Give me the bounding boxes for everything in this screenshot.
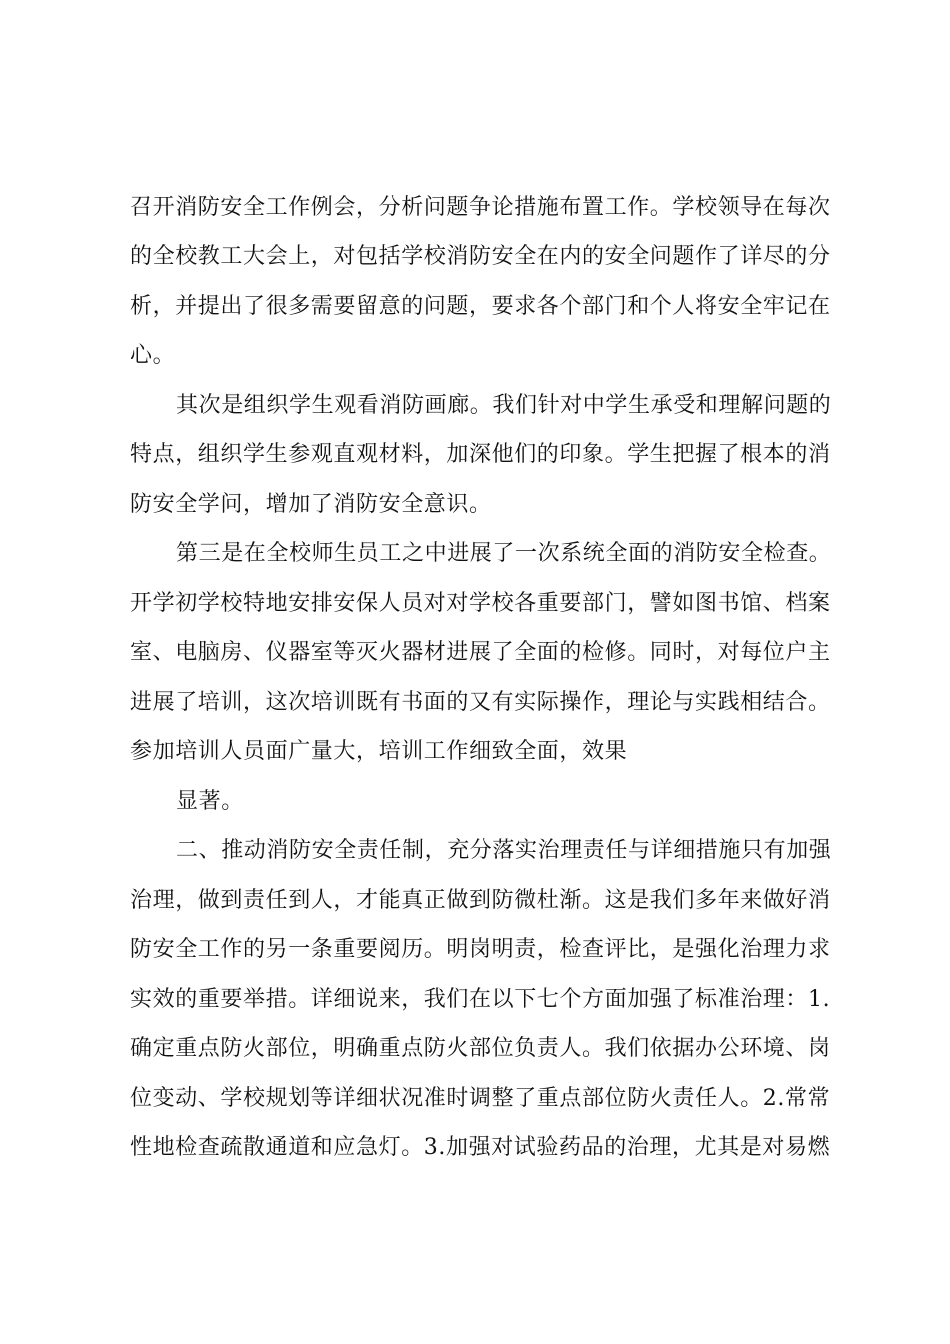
text-line: 室、电脑房、仪器室等灭火器材进展了全面的检修。同时，对每位户主	[130, 640, 831, 665]
text-line: 确定重点防火部位，明确重点防火部位负责人。我们依据办公环境、岗	[130, 1036, 831, 1061]
text-line: 进展了培训，这次培训既有书面的又有实际操作，理论与实践相结合。	[130, 690, 831, 715]
text-line: 性地检查疏散通道和应急灯。3.加强对试验药品的治理，尤其是对易燃	[130, 1135, 831, 1160]
text-line: 实效的重要举措。详细说来，我们在以下七个方面加强了标准治理：1.	[130, 987, 831, 1012]
text-line: 位变动、学校规划等详细状况准时调整了重点部位防火责任人。2.常常	[130, 1086, 831, 1111]
text-line: 开学初学校特地安排安保人员对对学校各重要部门，譬如图书馆、档案	[130, 591, 831, 616]
paragraph-first-line: 第三是在全校师生员工之中进展了一次系统全面的消防安全检查。	[176, 541, 832, 566]
paragraph-first-line: 其次是组织学生观看消防画廊。我们针对中学生承受和理解问题的	[176, 393, 832, 418]
text-line: 心。	[130, 343, 176, 368]
text-line: 的全校教工大会上，对包括学校消防安全在内的安全问题作了详尽的分	[130, 244, 831, 269]
paragraph-first-line: 显著。	[176, 789, 244, 814]
text-line: 防安全学问，增加了消防安全意识。	[130, 492, 492, 517]
text-line: 参加培训人员面广量大，培训工作细致全面，效果	[130, 739, 628, 764]
text-line: 召开消防安全工作例会，分析问题争论措施布置工作。学校领导在每次	[130, 195, 831, 220]
text-line: 析，并提出了很多需要留意的问题，要求各个部门和个人将安全牢记在	[130, 294, 831, 319]
paragraph-first-line: 二、推动消防安全责任制，充分落实治理责任与详细措施只有加强	[176, 838, 832, 863]
text-line: 防安全工作的另一条重要阅历。明岗明责，检查评比，是强化治理力求	[130, 937, 831, 962]
text-line: 治理，做到责任到人，才能真正做到防微杜渐。这是我们多年来做好消	[130, 888, 831, 913]
text-line: 特点，组织学生参观直观材料，加深他们的印象。学生把握了根本的消	[130, 442, 831, 467]
